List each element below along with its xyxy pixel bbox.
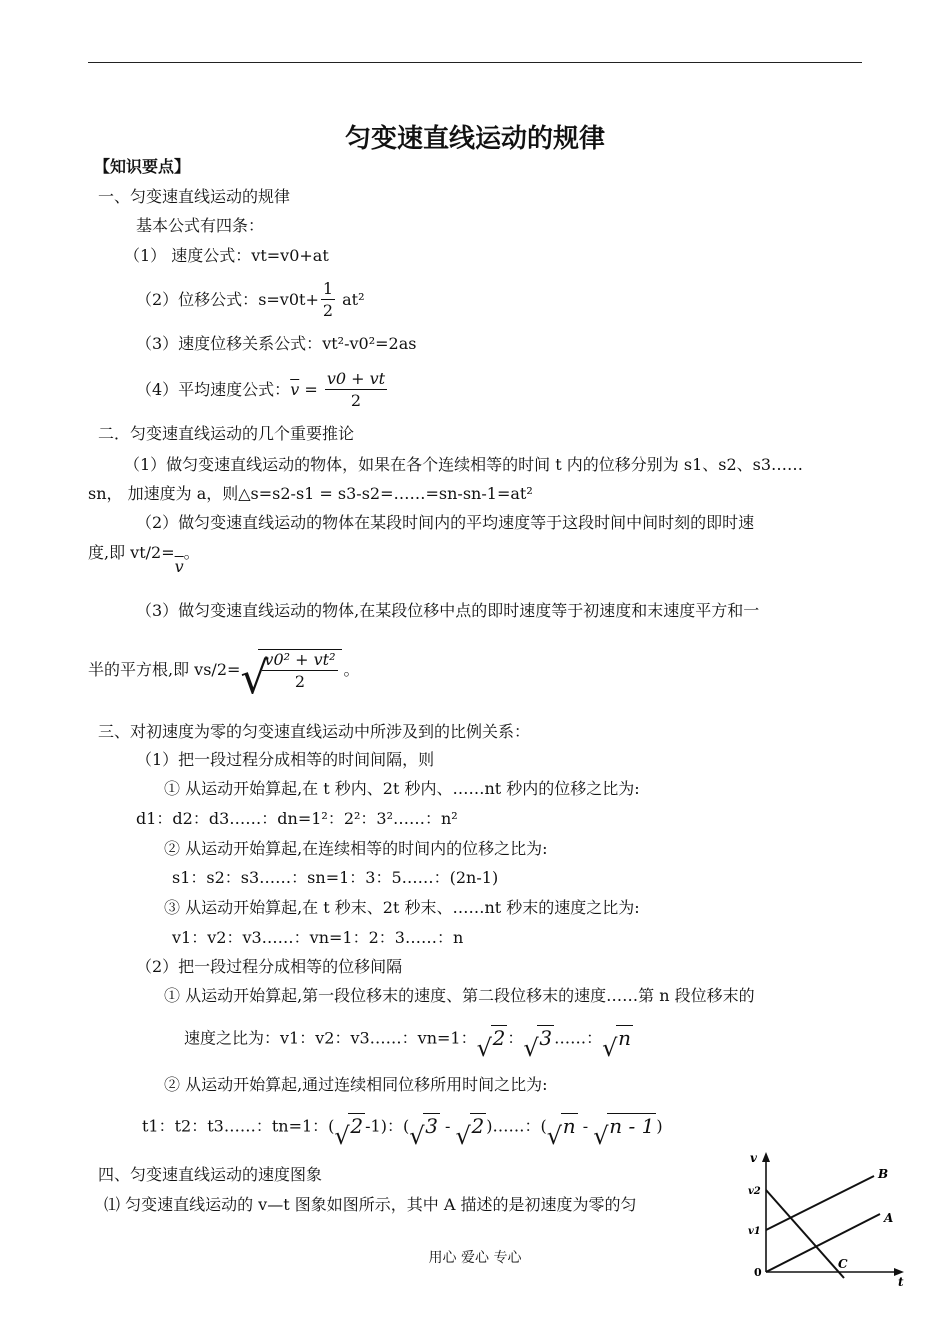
s3-b2-result: t1：t2：t3……：tn=1：( √ 2 -1)：( √ 3 - √ 2 )……：( √ n - √ n - 1 ) bbox=[142, 1106, 663, 1148]
formula-average-velocity: （4）平均速度公式：$\overline{v}$ = $\frac{v0 + vt}{2}$ bbox=[136, 369, 386, 410]
sqrt-n-1: √ n - 1 bbox=[593, 1114, 655, 1150]
v1-label: v1 bbox=[748, 1226, 761, 1237]
fraction-average bbox=[325, 369, 387, 412]
s3-b1-text: 速度之比为：v1：v2：v3……：vn=1： bbox=[184, 1028, 477, 1048]
v-bar: $\overline{v}$ bbox=[174, 557, 184, 576]
s3-a2: ② 从运动开始算起,在连续相等的时间内的位移之比为: bbox=[164, 839, 548, 858]
s3-a1: ① 从运动开始算起,在 t 秒内、2t 秒内、……nt 秒内的位移之比为: bbox=[164, 779, 640, 798]
s3-b-heading: （2）把一段过程分成相等的位移间隔 bbox=[136, 957, 403, 976]
s3-heading: 三、对初速度为零的匀变速直线运动中所涉及到的比例关系： bbox=[98, 722, 531, 741]
origin-label: 0 bbox=[754, 1266, 762, 1279]
s3-a3: ③ 从运动开始算起,在 t 秒末、2t 秒末、……nt 秒末的速度之比为: bbox=[164, 898, 640, 917]
page-title: 匀变速直线运动的规律 bbox=[344, 124, 605, 154]
v2-label: v2 bbox=[748, 1186, 761, 1197]
sqrt-n: √ n bbox=[602, 1026, 631, 1062]
v-bar: $\overline{v}$ bbox=[290, 380, 300, 399]
fraction-numerator: 1 bbox=[322, 279, 334, 298]
s2-p2-text: 度,即 vt/2= bbox=[88, 543, 175, 562]
s2-p1-line2: sn， 加速度为 a，则△s=s2-s1 = s3-s2=……=sn-sn-1=at² bbox=[88, 484, 533, 503]
formula-expr: vt²-v0²=2as bbox=[322, 334, 417, 353]
fraction-denominator: 2 bbox=[294, 672, 306, 691]
s3-b2-text: t1：t2：t3……：tn=1：( bbox=[142, 1116, 335, 1136]
s2-p3-text: 半的平方根,即 vs/2= bbox=[88, 660, 241, 679]
sqrt-2b: √ 2 bbox=[455, 1114, 485, 1150]
sqrt-expression: √ $\frac{\text{v0² + vt²}}{2}$ bbox=[240, 641, 343, 701]
v-axis-label: v bbox=[750, 1151, 757, 1165]
s2-p3-end: 。 bbox=[343, 660, 360, 679]
s2-p3-line2 bbox=[88, 640, 360, 704]
fraction-half bbox=[321, 279, 335, 322]
line-b bbox=[766, 1176, 874, 1230]
vt-graph bbox=[740, 1148, 910, 1288]
formula-expr-a: s=v0t+ bbox=[258, 290, 319, 309]
fraction-numerator: v0² + vt² bbox=[264, 650, 336, 669]
s3-a2-result: s1：s2：s3……：sn=1：3：5……：(2n-1) bbox=[172, 868, 499, 887]
s1-heading: 一、匀变速直线运动的规律 bbox=[98, 187, 291, 206]
formula-label: （3）速度位移关系公式： bbox=[136, 334, 323, 353]
formula-expr: vt=v0+at bbox=[251, 246, 329, 265]
formula-velocity-displacement bbox=[136, 333, 416, 355]
sqrt-3: √ 3 bbox=[523, 1026, 553, 1062]
line-a-label: A bbox=[884, 1211, 894, 1225]
s3-a1-result: d1：d2：d3……：dn=1²：2²：3²……：n² bbox=[136, 809, 458, 828]
s2-p2-end: 。 bbox=[183, 543, 200, 562]
s2-p1-line1: （1）做匀变速直线运动的物体，如果在各个连续相等的时间 t 内的位移分别为 s1、s2、s3…… bbox=[124, 455, 804, 474]
formula-label: （1） 速度公式： bbox=[124, 246, 252, 265]
s4-p1: ⑴ 匀变速直线运动的 v—t 图象如图所示，其中 A 描述的是初速度为零的匀 bbox=[104, 1195, 637, 1214]
sqrt-3: √ 3 bbox=[409, 1114, 438, 1150]
s3-a3-result: v1：v2：v3……：vn=1：2：3……：n bbox=[172, 928, 464, 947]
s3-b1-line2: 速度之比为：v1：v2：v3……：vn=1： √ 2 ： √ 3 ……： √ n bbox=[184, 1018, 633, 1060]
s3-b2: ② 从运动开始算起,通过连续相同位移所用时间之比为: bbox=[164, 1075, 548, 1094]
s3-a-heading: （1）把一段过程分成相等的时间间隔，则 bbox=[136, 750, 435, 769]
formula-expr-b: at² bbox=[337, 290, 365, 309]
fraction-denominator: 2 bbox=[350, 391, 362, 410]
sqrt-n: √ n bbox=[546, 1114, 576, 1150]
s2-p2-line2 bbox=[88, 542, 200, 576]
header-rule bbox=[88, 62, 862, 63]
s4-heading: 四、匀变速直线运动的速度图象 bbox=[98, 1165, 323, 1184]
formula-label: （2）位移公式： bbox=[136, 290, 259, 309]
s2-heading: 二．匀变速直线运动的几个重要推论 bbox=[98, 424, 355, 443]
sqrt-2: √ 2 bbox=[334, 1114, 364, 1150]
formula-velocity bbox=[124, 245, 329, 267]
s2-p2-line1: （2）做匀变速直线运动的物体在某段时间内的平均速度等于这段时间中间时刻的即时速 bbox=[136, 513, 755, 532]
s3-b1-line1: ① 从运动开始算起,第一段位移末的速度、第二段位移末的速度……第 n 段位移末的 bbox=[164, 986, 755, 1005]
s1-intro: 基本公式有四条： bbox=[136, 216, 265, 235]
fraction-numerator: v0 + vt bbox=[326, 369, 386, 388]
formula-displacement bbox=[136, 278, 365, 322]
formula-label: （4）平均速度公式： bbox=[136, 380, 291, 399]
line-c-label: C bbox=[838, 1257, 848, 1271]
v-axis-arrow bbox=[762, 1152, 770, 1162]
s2-p3-line1: （3）做匀变速直线运动的物体,在某段位移中点的即时速度等于初速度和末速度平方和一 bbox=[136, 601, 760, 620]
sqrt-2: √ 2 bbox=[476, 1026, 506, 1062]
fraction-denominator: 2 bbox=[322, 301, 334, 320]
t-axis-label: t bbox=[898, 1275, 904, 1288]
section-header: 【知识要点】 bbox=[94, 157, 191, 176]
line-b-label: B bbox=[878, 1167, 889, 1181]
page-footer: 用心 爱心 专心 bbox=[428, 1250, 522, 1266]
